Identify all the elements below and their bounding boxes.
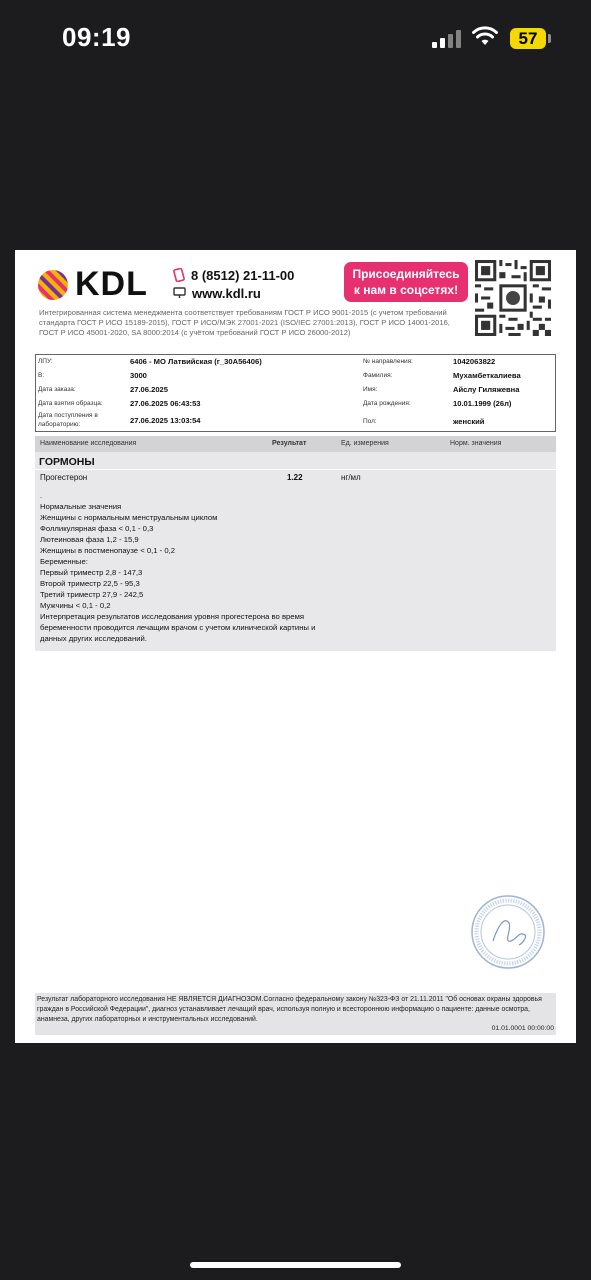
quality-standards-text: Интегрированная система менеджмента соответствует требованиям ГОСТ Р ИСО 9001-2015 (с учетом требований стандарта ГОСТ Р ИСО 15189-2015), ГОСТ Р ИСО/МЭК 27001-2021 (ISO/IEC 27001:2013), ГОСТ Р ИСО 14001-2016, ГОСТ Р ИСО 45001-2020, SA 8000:2014 (с учётом требований ГОСТ Р ИСО 26000-2012) — [39, 308, 450, 337]
order-date-label: Дата заказа: — [38, 386, 76, 393]
order-date-value: 27.06.2025 — [130, 385, 169, 394]
section-title: ГОРМОНЫ — [39, 456, 95, 468]
note-line: Женщины в постменопаузе < 0,1 - 0,2 — [40, 546, 176, 555]
lpu-label: ЛПУ: — [38, 358, 53, 365]
note-line: Первый триместр 2,8 - 147,3 — [40, 568, 143, 577]
phone-number: 8 (8512) 21-11-00 — [191, 267, 295, 283]
qr-code-icon — [475, 260, 551, 336]
note-line: Беременные: — [40, 557, 88, 566]
sex-label: Пол: — [363, 418, 377, 425]
v-label: В: — [38, 372, 45, 379]
phone-icon — [173, 268, 185, 282]
received-label: Дата поступления в лабораторию: — [38, 412, 98, 428]
reference-notes — [40, 490, 340, 644]
note-line: Лютеиновая фаза 1,2 - 15,9 — [40, 535, 139, 544]
sex-value: женский — [453, 417, 485, 426]
test-unit: нг/мл — [341, 473, 361, 482]
sample-date-label: Дата взятия образца: — [38, 400, 103, 407]
table-row — [35, 469, 556, 484]
lpu-value: 6406 - МО Латвийская (г_30А56406) — [130, 357, 262, 366]
note-line: Второй триместр 22,5 - 95,3 — [40, 579, 140, 588]
website[interactable]: www.kdl.ru — [192, 285, 261, 301]
sample-date-value: 27.06.2025 06:43:53 — [130, 399, 201, 408]
note-line: Фолликулярная фаза < 0,1 - 0,3 — [40, 524, 154, 533]
test-value: 1.22 — [287, 473, 303, 482]
results-table — [35, 436, 556, 651]
wifi-icon — [472, 26, 498, 46]
referral-label: № направления: — [363, 358, 413, 365]
note-line: Нормальные значения — [40, 502, 122, 511]
col-result: Результат — [272, 440, 307, 447]
name-label: Имя: — [363, 386, 378, 393]
received-value: 27.06.2025 13:03:54 — [130, 416, 201, 425]
disclaimer-text: Результат лабораторного исследования НЕ ЯВЛЯЕТСЯ ДИАГНОЗОМ.Согласно федеральному закону №323-ФЗ от 21.11.2011 "Об основах охраны здоровья граждан в Российской Федерации", диагноз устанавливает лечащий врач, используя полную и всестороннюю информацию о пациенте: данные осмотра, анамнеза, других лабораторных и инструментальных исследований. — [37, 996, 542, 1023]
note-line: . — [40, 491, 43, 500]
name-value: Айслу Гиляжевна — [453, 385, 520, 394]
footer-date: 01.01.0001 00:00:00 — [491, 1025, 554, 1032]
battery-icon: 57 — [510, 28, 546, 49]
col-norm: Норм. значения — [450, 440, 502, 447]
note-line: Интерпретация результатов исследования уровня прогестерона во время — [40, 612, 305, 621]
note-line: Женщины с нормальным менструальным циклом — [40, 513, 218, 522]
battery-tip — [548, 34, 551, 43]
note-line: беременности проводится лечащим врачом с учетом клинической картины и — [40, 623, 316, 632]
lab-result-document — [15, 250, 576, 1043]
surname-value: Мухамбеткалиева — [453, 371, 521, 380]
referral-value: 1042063822 — [453, 357, 496, 366]
note-line: Третий триместр 27,9 - 242,5 — [40, 590, 144, 599]
col-test-name: Наименование исследования — [40, 440, 137, 447]
cellular-signal-icon — [432, 30, 461, 48]
patient-info-box — [35, 354, 556, 432]
test-name: Прогестерон — [40, 473, 88, 482]
monitor-icon — [173, 287, 186, 299]
promo-tail — [457, 290, 467, 300]
surname-label: Фамилия: — [363, 372, 393, 379]
social-promo-badge: Присоединяйтесь к нам в соцсетях! — [344, 262, 468, 302]
brand-name: KDL — [75, 265, 148, 303]
clock: 09:19 — [62, 22, 131, 52]
kdl-logo — [37, 265, 148, 304]
note-line: данных других исследований. — [40, 634, 147, 643]
note-line: Мужчины < 0,1 - 0,2 — [40, 601, 111, 610]
birth-value: 10.01.1999 (26л) — [453, 399, 512, 408]
lab-stamp-icon — [469, 893, 547, 971]
results-header — [35, 436, 556, 452]
col-unit: Ед. измерения — [341, 440, 389, 447]
home-indicator[interactable] — [190, 1262, 401, 1268]
status-bar — [0, 0, 591, 80]
v-value: 3000 — [130, 371, 147, 380]
contacts — [173, 266, 294, 302]
footer-disclaimer — [35, 993, 556, 1035]
kdl-logo-icon — [37, 269, 69, 301]
birth-label: Дата рождения: — [363, 400, 411, 407]
